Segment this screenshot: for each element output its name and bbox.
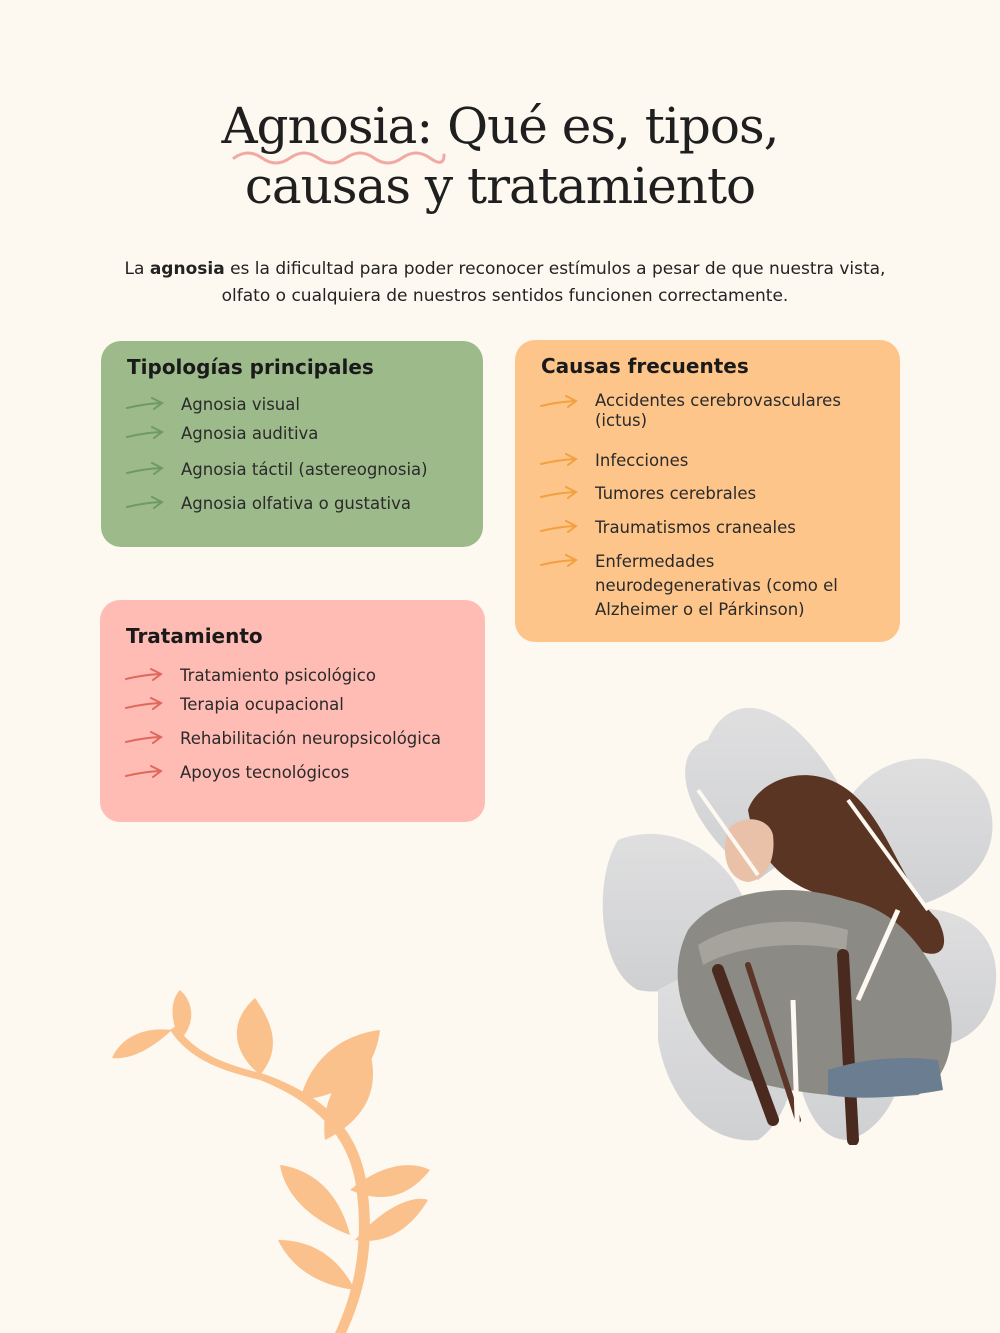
arrow-right-icon (539, 453, 579, 469)
arrow-right-icon (539, 520, 579, 536)
types-card-title: Tipologías principales (127, 355, 374, 379)
title-line-2: causas y tratamiento (244, 157, 756, 215)
arrow-right-icon (539, 554, 579, 570)
leaf-branch-icon (110, 990, 430, 1333)
intro-keyword: agnosia (149, 259, 225, 279)
treatment-card: Tratamiento Tratamiento psicológico Terapia ocupacional Rehabilitación neuropsicológica Apoyos tecnológicos (100, 600, 485, 822)
arrow-right-icon (125, 397, 165, 413)
causes-card-title: Causas frecuentes (541, 354, 749, 378)
title-underline-squiggle (232, 146, 447, 170)
arrow-right-icon (125, 462, 165, 478)
arrow-right-icon (124, 731, 164, 747)
page-title (0, 96, 1000, 216)
types-card: Tipologías principales Agnosia visual Agnosia auditiva Agnosia táctil (astereognosia) Agnosia olfativa o gustativa (101, 341, 483, 547)
arrow-right-icon (124, 765, 164, 781)
arrow-right-icon (539, 395, 579, 411)
flower-photo (598, 700, 1000, 1145)
arrow-right-icon (539, 486, 579, 502)
causes-card: Causas frecuentes Accidentes cerebrovasculares (ictus) Infecciones Tumores cerebrales Traumatismos craneales Enfermedades neurodegenerativas (como el Alzheimer o el Párkinson) (515, 340, 900, 642)
arrow-right-icon (124, 697, 164, 713)
intro-text: La agnosia es la dificultad para poder reconocer estímulos a pesar de que nuestra vista, olfato o cualquiera de nuestros sentidos funcionen correctamente. (124, 259, 886, 306)
treatment-card-title: Tratamiento (126, 624, 263, 648)
title-line-1: Agnosia: Qué es, tipos, (221, 97, 779, 155)
arrow-right-icon (125, 496, 165, 512)
arrow-right-icon (125, 426, 165, 442)
arrow-right-icon (124, 668, 164, 684)
